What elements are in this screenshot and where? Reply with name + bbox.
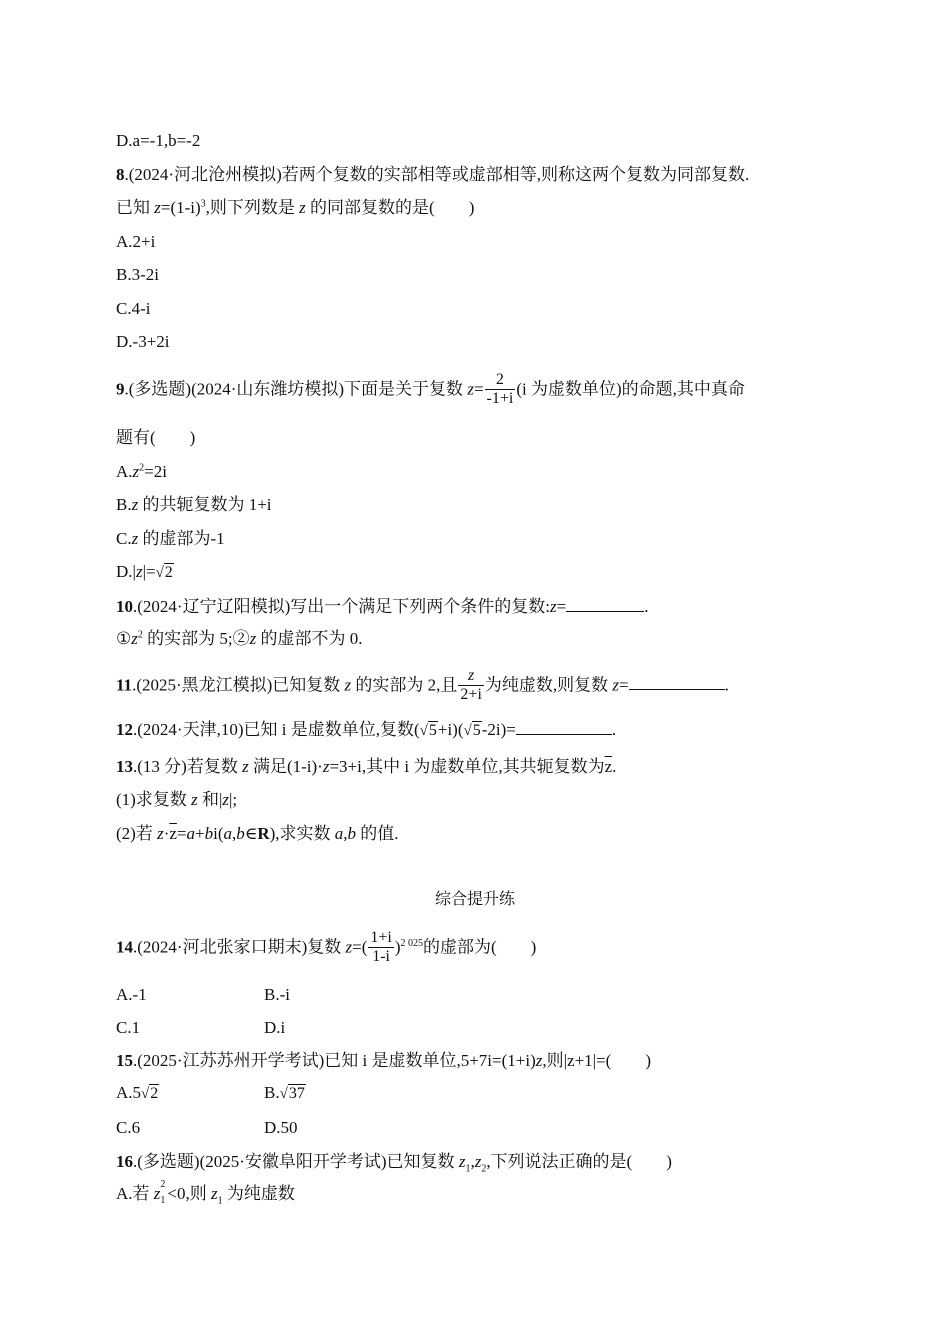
q9-var-z: z: [467, 379, 474, 399]
q9-var-z: z: [131, 529, 139, 548]
q9-option-c-text: C.: [116, 529, 132, 548]
q16-subscript: 1: [465, 1163, 471, 1175]
q8-text: ,则下列数是: [205, 198, 300, 217]
q13-var-b: b: [236, 824, 245, 843]
q9-var-z: z: [135, 562, 143, 581]
q12-answer-blank[interactable]: [516, 719, 612, 735]
q10-var-z: z: [131, 629, 138, 648]
q15-text: ,则|z+1|=( ): [542, 1051, 651, 1070]
q15-option-a-text: A.5: [116, 1083, 142, 1102]
q9-fraction-numerator: 2: [485, 371, 516, 390]
q14-fraction-numerator: 1+i: [370, 929, 392, 946]
q16-subscript: 2: [481, 1163, 487, 1175]
q13-text: ·: [163, 824, 170, 843]
q13-text: ),求实数: [269, 824, 335, 843]
q13-text: 的值.: [356, 824, 399, 843]
q13-text: 和|: [197, 790, 223, 809]
section-title: 综合提升练: [434, 889, 515, 908]
q14-text: .(2024·河北张家口期末)复数: [133, 937, 346, 957]
q8-text: 的同部复数的是( ): [305, 198, 475, 217]
sqrt-icon: √37: [279, 1085, 305, 1102]
q16-var-z: z: [211, 1184, 218, 1203]
q16-text: ,下列说法正确的是( ): [486, 1152, 672, 1171]
q8-stem-line1: [116, 164, 749, 186]
q16-text: ,: [470, 1152, 475, 1171]
q16-var-z: z: [153, 1184, 161, 1203]
q8-var-z: z: [154, 198, 161, 217]
q16-stem: [116, 1151, 672, 1173]
q8-var-z: z: [299, 198, 306, 217]
q13-text: =3+i,其中 i 为虚数单位,其共轭复数为: [329, 757, 605, 776]
q15-root-value: 37: [288, 1085, 305, 1102]
q11-fraction-numerator: z: [458, 667, 483, 686]
q14-option-b[interactable]: B.-i: [264, 985, 290, 1004]
q13-var-ab: a,b: [334, 824, 357, 843]
q9-stem-line1: [116, 372, 745, 409]
q14-var-z: z: [345, 937, 353, 957]
q16-number: 16: [116, 1152, 133, 1171]
q12-text: -2i)=: [481, 720, 516, 739]
q13-text: 满足(1-i)·: [248, 757, 323, 776]
q9-stem-line2: 题有( ): [116, 428, 196, 447]
q9-option-a-text: A.: [116, 462, 133, 481]
q14-text: ): [394, 937, 401, 957]
q10-stem-line2: [116, 628, 362, 650]
q9-option-c-text: 的虚部为-1: [138, 529, 225, 548]
q11-stem: [116, 668, 729, 705]
q12-root-value: 5: [472, 722, 481, 739]
q14-exponent: 2 025: [400, 937, 423, 949]
q15-stem: [116, 1050, 651, 1072]
q13-var-z: z: [242, 757, 249, 776]
q8-stem-text: .(2024·河北沧州模拟)若两个复数的实部相等或虚部相等,则称这两个复数为同部复数.: [124, 165, 750, 184]
q14-text: 的虚部为( ): [423, 937, 537, 957]
q11-var-z: z: [612, 675, 620, 695]
q9-option-a[interactable]: [116, 461, 167, 483]
q14-fraction: [368, 929, 393, 966]
q13-text: i(: [213, 824, 224, 843]
q13-var-z: z: [191, 790, 198, 809]
q16-option-a-text: 为纯虚数: [222, 1184, 295, 1203]
q9-number: 9: [116, 379, 125, 399]
q13-var-z: z: [222, 790, 229, 809]
q10-text: .: [644, 597, 649, 616]
q10-text: =: [556, 597, 567, 616]
q11-answer-blank[interactable]: [629, 674, 725, 690]
q16-var-z: z: [474, 1152, 482, 1171]
q11-text: .: [724, 675, 729, 695]
q7-option-d-text: D.a=-1,b=-2: [116, 131, 201, 150]
q13-var-z: z: [157, 824, 164, 843]
q8-option-d[interactable]: D.-3+2i: [116, 332, 170, 351]
q13-set-r: R: [257, 824, 270, 843]
q8-exponent: 3: [200, 198, 206, 210]
q16-subscript: 1: [160, 1195, 166, 1206]
q14-option-a[interactable]: A.-1: [116, 985, 147, 1004]
q11-text: .(2025·黑龙江模拟)已知复数: [132, 675, 345, 695]
q9-option-c[interactable]: [116, 528, 225, 550]
sqrt-icon: √2: [141, 1085, 159, 1102]
q15-option-d[interactable]: D.50: [264, 1118, 298, 1137]
q9-option-b-text: B.: [116, 495, 132, 514]
q11-text: =: [619, 675, 629, 695]
q9-text: =: [473, 379, 484, 399]
q11-number: 11: [116, 675, 133, 695]
q13-text: (2)若: [116, 824, 158, 843]
q15-number: 15: [116, 1051, 133, 1070]
q16-option-a[interactable]: [116, 1179, 295, 1207]
q13-var-z: z: [322, 757, 330, 776]
q9-text: (i 为虚数单位)的命题,其中真命: [516, 379, 745, 399]
q11-text: 的实部为 2,且: [351, 675, 458, 695]
sqrt-icon: √5: [463, 722, 481, 739]
q12-text: .(2024·天津,10)已知 i 是虚数单位,复数(: [133, 720, 420, 739]
q14-stem: [116, 930, 536, 967]
q9-option-d-text: |=: [142, 562, 156, 581]
q13-text: |;: [228, 790, 238, 809]
q10-text: ①: [116, 629, 132, 648]
q9-root-value: 2: [164, 564, 173, 581]
q8-text: 已知: [116, 198, 155, 217]
q15-var-z: z: [535, 1051, 543, 1070]
q13-var-zbar: $\overline{z}$: [604, 757, 613, 776]
q13-stem: [116, 756, 616, 778]
q12-number: 12: [116, 720, 133, 739]
q9-option-a-text: =2i: [144, 462, 167, 481]
q12-stem: [116, 719, 616, 742]
q10-exponent: 2: [137, 629, 143, 641]
q8-number: 8: [116, 165, 125, 184]
q11-fraction: [458, 667, 483, 704]
q9-fraction-denominator: -1+i: [486, 390, 514, 407]
q13-var-zbar: $\overline{z}$: [169, 824, 177, 843]
q9-fraction: [485, 371, 516, 408]
q11-fraction-denominator: 2+i: [460, 686, 482, 703]
q9-option-d-text: D.|: [116, 562, 136, 581]
q13-part2: [116, 823, 399, 845]
q14-fraction-denominator: 1-i: [372, 948, 390, 965]
q8-text: =(1-i): [160, 198, 201, 217]
q15-option-b[interactable]: [264, 1082, 306, 1105]
q15-option-a[interactable]: [116, 1082, 159, 1105]
q13-text: =: [176, 824, 187, 843]
q16-text: .(多选题)(2025·安徽阜阳开学考试)已知复数: [133, 1152, 459, 1171]
q14-option-d[interactable]: D.i: [264, 1018, 286, 1037]
q13-text: ∈: [244, 824, 258, 843]
q7-option-d: [116, 130, 200, 152]
q10-answer-blank[interactable]: [566, 596, 644, 612]
q13-text: +: [195, 824, 205, 843]
q15-text: .(2025·江苏苏州开学考试)已知 i 是虚数单位,5+7i=(1+i): [133, 1051, 536, 1070]
q13-var-a: a: [223, 824, 232, 843]
q9-var-z: z: [132, 462, 140, 481]
q9-option-b-text: 的共轭复数为 1+i: [138, 495, 272, 514]
q8-stem-line2: [116, 197, 474, 219]
q10-var-z: z: [549, 597, 557, 616]
q16-supsub: [160, 1179, 167, 1206]
q12-root-value: 5: [428, 722, 437, 739]
q11-text: 为纯虚数,则复数: [484, 675, 613, 695]
q13-text: .(13 分)若复数: [133, 757, 243, 776]
q13-part1: [116, 789, 237, 811]
q9-option-d[interactable]: [116, 561, 174, 584]
q16-exponent: 2: [160, 1179, 166, 1190]
q16-subscript: 1: [217, 1195, 223, 1207]
q13-number: 13: [116, 757, 133, 776]
q13-text: .: [612, 757, 617, 776]
q11-var-z: z: [344, 675, 352, 695]
q15-option-b-text: B.: [264, 1083, 280, 1102]
q10-stem-line1: [116, 596, 648, 618]
q8-option-a[interactable]: A.2+i: [116, 232, 156, 251]
q10-text: 的实部为 5;②: [142, 629, 250, 648]
q14-number: 14: [116, 937, 133, 957]
q9-text: .(多选题)(2024·山东潍坊模拟)下面是关于复数: [124, 379, 468, 399]
q8-option-b[interactable]: B.3-2i: [116, 265, 159, 284]
q16-option-a-text: A.若: [116, 1184, 154, 1203]
q14-text: =(: [352, 937, 368, 957]
q10-var-z: z: [249, 629, 257, 648]
q14-option-c[interactable]: C.1: [116, 1018, 141, 1037]
q9-var-z: z: [131, 495, 139, 514]
q16-option-a-text: <0,则: [167, 1184, 211, 1203]
q15-option-c[interactable]: C.6: [116, 1118, 141, 1137]
q10-text: 的虚部不为 0.: [256, 629, 363, 648]
q13-var-a: a: [186, 824, 196, 843]
q8-option-c[interactable]: C.4-i: [116, 299, 151, 318]
q14-options-row1: [116, 984, 147, 1006]
q12-text: +i)(: [437, 720, 464, 739]
q13-text: ,: [232, 824, 237, 843]
q15-root-value: 2: [150, 1085, 159, 1102]
q14-options-row2: [116, 1017, 140, 1039]
q13-var-b: b: [204, 824, 214, 843]
q13-text: (1)求复数: [116, 790, 192, 809]
sqrt-icon: √2: [155, 564, 173, 581]
q10-text: .(2024·辽宁辽阳模拟)写出一个满足下列两个条件的复数:: [133, 597, 550, 616]
q16-var-z: z: [458, 1152, 466, 1171]
q12-text: .: [611, 720, 617, 739]
q9-exponent: 2: [139, 462, 145, 474]
q10-number: 10: [116, 597, 133, 616]
q9-option-b[interactable]: [116, 494, 272, 516]
sqrt-icon: √5: [419, 722, 437, 739]
